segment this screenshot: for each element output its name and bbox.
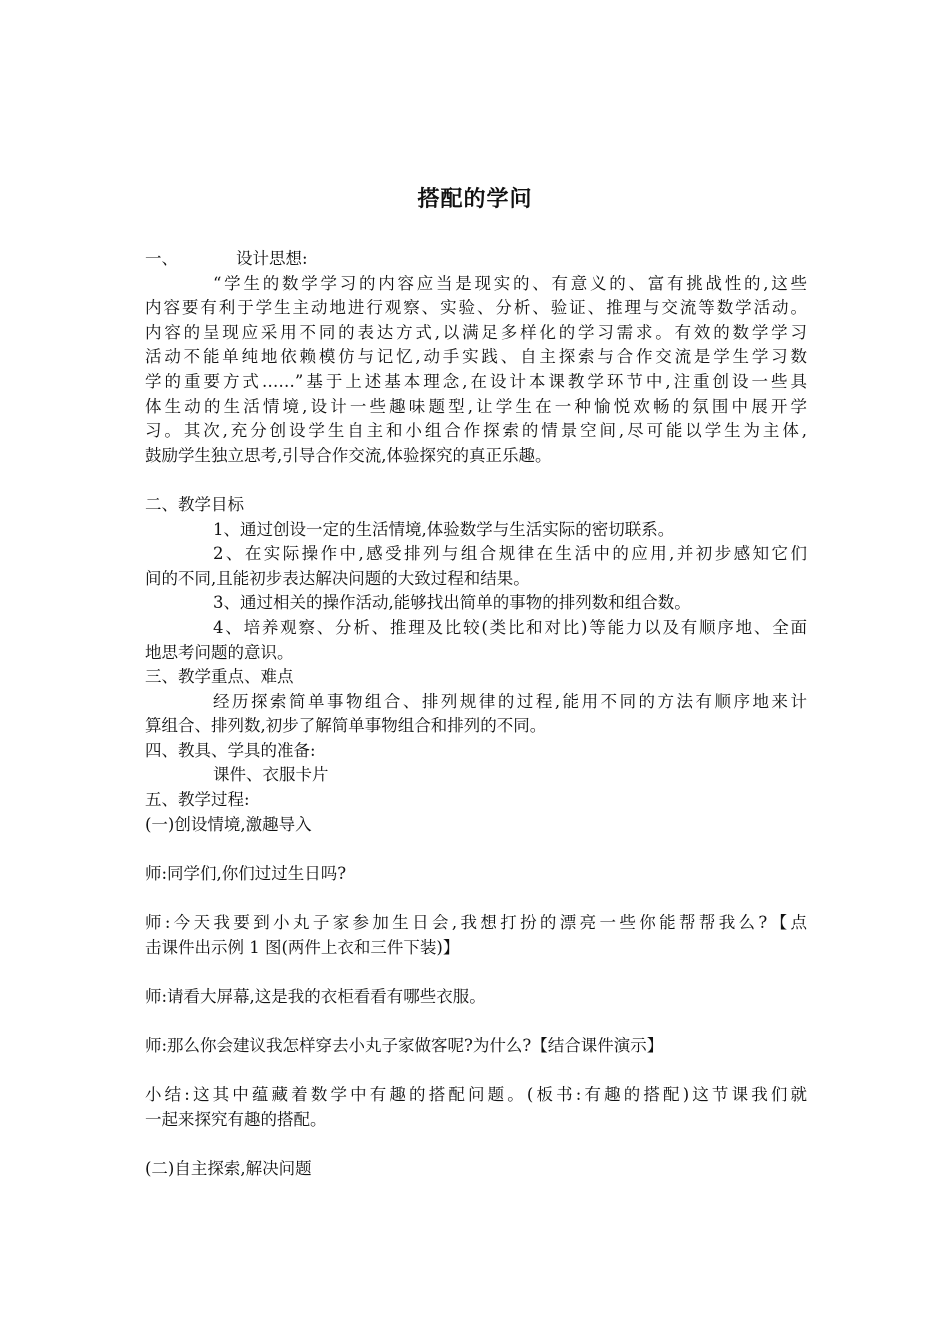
dialogue-line: 师:同学们,你们过过生日吗? <box>145 863 347 883</box>
key-points-line: 经历探索简单事物组合、排列规律的过程,能用不同的方法有顺序地来计 <box>213 691 807 711</box>
section-3-heading: 三、教学重点、难点 <box>145 667 294 687</box>
section-1-paragraph-line: 体生动的生活情境,设计一些趣味题型,让学生在一种愉悦欢畅的氛围中展开学 <box>145 396 807 416</box>
section-1-paragraph-line: 内容要有利于学生主动地进行观察、实验、分析、验证、推理与交流等数学活动。 <box>145 298 807 318</box>
document-body <box>145 247 807 1182</box>
objective-item-2: 2、在实际操作中,感受排列与组合规律在生活中的应用,并初步感知它们 <box>213 544 807 564</box>
dialogue-line-cont: 击课件出示例 1 图(两件上衣和三件下装)】 <box>145 937 460 957</box>
objective-item-4: 4、培养观察、分析、推理及比较(类比和对比)等能力以及有顺序地、全面 <box>213 617 807 637</box>
section-1-paragraph-line: 习。其次,充分创设学生自主和小组合作探索的情景空间,尽可能以学生为主体, <box>145 421 807 441</box>
dialogue-line: 师:今天我要到小丸子家参加生日会,我想打扮的漂亮一些你能帮帮我么?【点 <box>145 913 807 933</box>
objective-item-1: 1、通过创设一定的生活情境,体验数学与生活实际的密切联系。 <box>213 519 675 539</box>
section-4-heading: 四、教具、学具的准备: <box>145 740 316 760</box>
subsection-1-heading: (一)创设情境,激趣导入 <box>145 814 312 834</box>
section-1-number: 一、 <box>145 249 178 268</box>
objective-item-4-cont: 地思考问题的意识。 <box>145 642 294 662</box>
dialogue-line: 师:请看大屏幕,这是我的衣柜看看有哪些衣服。 <box>145 986 486 1006</box>
section-1-paragraph-line: “学生的数学学习的内容应当是现实的、有意义的、富有挑战性的,这些 <box>213 273 807 293</box>
section-2-heading: 二、教学目标 <box>145 494 244 514</box>
section-1-paragraph-line: 学的重要方式……”基于上述基本理念,在设计本课教学环节中,注重创设一些具 <box>145 371 807 391</box>
section-5-heading: 五、教学过程: <box>145 790 250 810</box>
dialogue-line: 师:那么你会建议我怎样穿去小丸子家做客呢?为什么?【结合课件演示】 <box>145 1036 664 1055</box>
section-1-heading <box>145 247 807 272</box>
section-1-paragraph-line: 鼓励学生独立思考,引导合作交流,体验探究的真正乐趣。 <box>145 445 552 465</box>
summary-line: 小结:这其中蕴藏着数学中有趣的搭配问题。(板书:有趣的搭配)这节课我们就 <box>145 1085 807 1105</box>
materials-line: 课件、衣服卡片 <box>213 765 329 785</box>
key-points-line: 算组合、排列数,初步了解简单事物组合和排列的不同。 <box>145 716 547 736</box>
objective-item-3: 3、通过相关的操作活动,能够找出简单的事物的排列数和组合数。 <box>213 593 691 613</box>
subsection-2-heading: (二)自主探索,解决问题 <box>145 1158 312 1178</box>
objective-item-2-cont: 间的不同,且能初步表达解决问题的大致过程和结果。 <box>145 568 530 588</box>
summary-line-cont: 一起来探究有趣的搭配。 <box>145 1109 327 1129</box>
section-1-title: 设计思想: <box>236 249 308 268</box>
section-1-paragraph-line: 活动不能单纯地依赖模仿与记忆,动手实践、自主探索与合作交流是学生学习数 <box>145 347 807 367</box>
section-1-paragraph-line: 内容的呈现应采用不同的表达方式,以满足多样化的学习需求。有效的数学学习 <box>145 322 807 342</box>
page-title: 搭配的学问 <box>417 187 533 212</box>
